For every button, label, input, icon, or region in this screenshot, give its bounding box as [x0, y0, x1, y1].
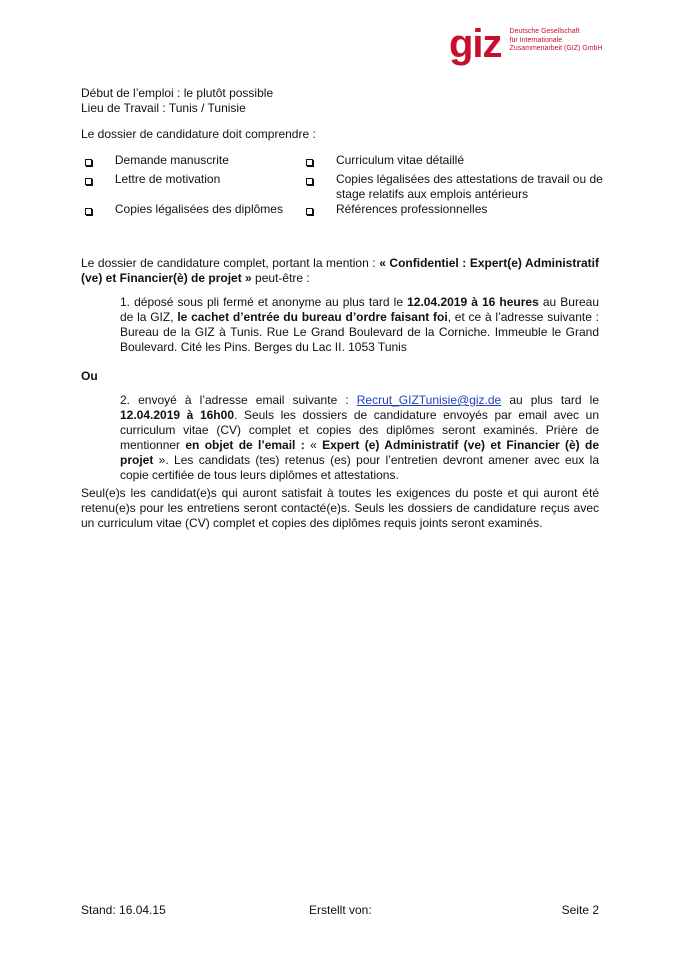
- checklist-item: Copies légalisées des diplômes: [114, 202, 283, 216]
- option1-deadline: 12.04.2019 à 16 heures: [407, 295, 539, 309]
- checkbox-bullet-icon: [306, 208, 313, 215]
- closing-paragraph: Seul(e)s les candidat(e)s qui auront satisfait à toutes les exigences du poste et qui auront été retenu(e)s pour les entretiens seront contacté(e)s. Seuls les dossiers de candidature reçus avec un curriculum vitae (CV) complet et copies des diplômes requis joints seront examinés.: [81, 486, 599, 530]
- logo-line-2: für Internationale: [509, 36, 563, 44]
- footer-erstellt: Erstellt von:: [309, 903, 372, 917]
- footer-stand: Stand: 16.04.15: [81, 903, 166, 917]
- logo-line-3: Zusammenarbeit (GIZ) GmbH: [509, 45, 603, 52]
- option2-text: 2. envoyé à l’adresse email suivante :: [120, 393, 357, 407]
- mention-bold: « Confidentiel : Expert(e) Administratif (ve) et Financier(è) de projet »: [81, 256, 599, 285]
- checklist-item: Lettre de motivation: [114, 172, 221, 186]
- checkbox-bullet-icon: [306, 159, 313, 166]
- checklist-row: [85, 172, 605, 202]
- option1-address: , et ce à l’adresse suivante : Bureau de la GIZ à Tunis. Rue Le Grand Boulevard de la Corniche. Immeuble le Grand Boulevard. Cité les Pins. Berges du Lac II. 1053 Tunis: [120, 310, 599, 354]
- checklist-item: Copies légalisées des attestations de travail ou de stage relatifs aux emplois antérieurs: [335, 172, 603, 201]
- start-date-text: Début de l’emploi : le plutôt possible: [81, 86, 274, 100]
- mention-text: Le dossier de candidature complet, portant la mention :: [81, 256, 380, 270]
- checklist-item: Curriculum vitae détaillé: [335, 153, 465, 167]
- or-label: Ou: [81, 369, 98, 383]
- option2-subject: Expert (e) Administratif (ve) et Financier (è) de projet: [120, 438, 600, 467]
- option2-text: ». Les candidats (tes) retenus (es) pour l’entretien devront amener avec eux la copie certifiée de tous leurs diplômes et attestations.: [120, 453, 599, 482]
- option2-text: «: [304, 438, 323, 452]
- option2-text: . Seuls les dossiers de candidature envoyés par email avec un curriculum vitae (CV) complet et copies des diplômes seront examinés. Prière de mentionner: [120, 408, 599, 452]
- checkbox-bullet-icon: [85, 178, 92, 185]
- page-footer: [81, 903, 599, 918]
- option2-text: au plus tard le: [501, 393, 599, 407]
- logo-line-1: Deutsche Gesellschaft: [509, 28, 580, 35]
- option1-stamp-note: le cachet d’entrée du bureau d’ordre faisant foi: [177, 310, 448, 324]
- mention-paragraph: [81, 256, 599, 286]
- dossier-intro: Le dossier de candidature doit comprendre :: [81, 127, 316, 141]
- checkbox-bullet-icon: [85, 208, 92, 215]
- recruitment-email-link[interactable]: Recrut_GIZTunisie@giz.de: [356, 393, 502, 407]
- giz-logo: [449, 24, 605, 64]
- option1-text: 1. déposé sous pli fermé et anonyme au plus tard le: [120, 295, 408, 309]
- option2-deadline: 12.04.2019 à 16h00: [120, 408, 234, 422]
- employment-info: [81, 86, 599, 116]
- work-location-text: Lieu de Travail : Tunis / Tunisie: [81, 101, 246, 115]
- submission-option-1: [120, 295, 599, 355]
- checkbox-bullet-icon: [306, 178, 313, 185]
- checklist-item: Références professionnelles: [335, 202, 488, 216]
- dossier-checklist: [85, 153, 605, 220]
- checklist-item: Demande manuscrite: [114, 153, 229, 167]
- checklist-row: [85, 153, 605, 172]
- option1-text: au Bureau de la GIZ,: [120, 295, 599, 324]
- checklist-row: [85, 202, 605, 220]
- checkbox-bullet-icon: [85, 159, 92, 166]
- footer-page-number: Seite 2: [561, 903, 599, 917]
- mention-text-end: peut-être :: [251, 271, 310, 285]
- option2-subject-label: en objet de l’email :: [185, 438, 305, 452]
- submission-option-2: [120, 393, 599, 483]
- giz-logo-mark: giz: [449, 22, 502, 66]
- giz-logo-text: [510, 28, 605, 54]
